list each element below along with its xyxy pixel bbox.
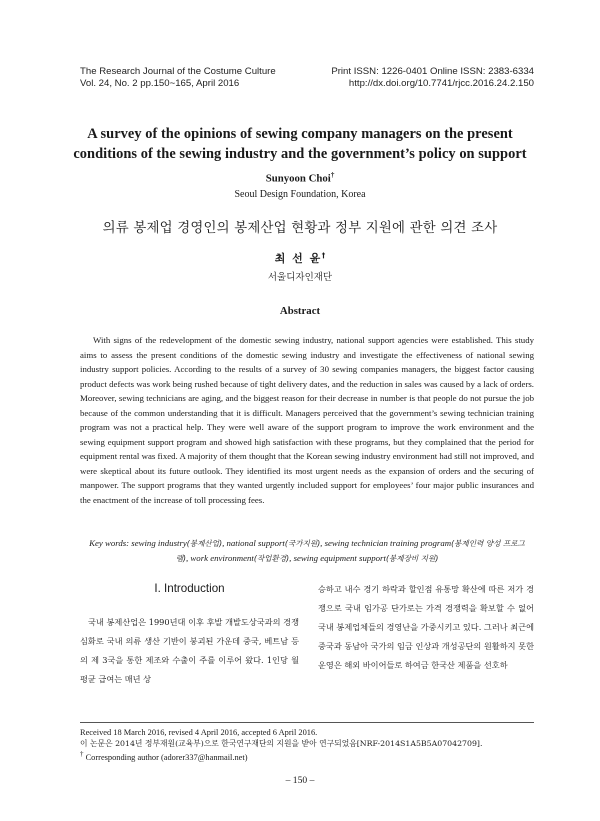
right-column [318,580,534,675]
keywords: Key words: sewing industry(봉제산업), national support(국가지원), sewing technician training program(봉제인력 양성 프로그램), work environment(작업환경), sewing equipment support(봉제장비 지원) [89,538,525,563]
left-column [80,582,299,689]
footnotes [80,727,534,763]
doi-link[interactable]: http://dx.doi.org/10.7741/rjcc.2016.24.2.150 [348,77,534,89]
keyword-en: sewing equipment support [293,553,386,563]
keyword-en: national support [226,538,285,548]
abstract-heading: Abstract [279,305,321,317]
keyword-ko: (봉제인력 양성 프로그램) [175,539,525,563]
korean-author-name: 최 선 윤 [274,252,322,265]
section-heading: I. Introduction [154,582,225,595]
keyword-ko: (작업환경) [253,554,290,563]
corresponding-note [80,749,534,763]
keywords-label: Key words: [89,538,130,548]
funding-note: 이 논문은 2014년 정부재원(교육부)으로 한국연구재단의 지원을 받아 연구되었음[NRF-2014S1A5B5A07042709]. [80,739,483,749]
keyword-ko: (봉제장비 지원) [385,554,439,563]
korean-author-mark: † [321,251,326,260]
author-affiliation: Seoul Design Foundation, Korea [234,189,366,200]
keyword-ko: (국가지원) [284,539,321,548]
keyword-en: sewing industry [131,538,187,548]
author-name: Sunyoon Choi [265,172,331,185]
korean-title: 의류 봉제업 경영인의 봉제산업 현황과 정부 지원에 관한 의견 조사 [102,221,498,236]
keyword-en: work environment [190,553,254,563]
title-line-2: conditions of the sewing industry and the government’s policy on support [73,146,527,162]
received-dates: Received 18 March 2016, revised 4 April 2016, accepted 6 April 2016. [80,728,318,737]
abstract-text: With signs of the redevelopment of the domestic sewing industry, national support agencies were established. This study aims to assess the present conditions of the domestic sewing industry and investigate the effectiveness of national sewing industry support policies. According to the results of a survey of 30 sewing companies managers, the biggest factor causing product defects was work being rushed because of tight delivery dates, and the reduction in sales was caused by a lack of orders. Moreover, sewing technicians are aging, and the biggest reason for their decrease in number is that people do not pursue the job because of the common understanding that it is difficult. Managers perceived that the government’s sewing technician training program was not a practical help. They were well aware of the support program to improve the work environment and the sewing equipment support program and showed high satisfaction with these programs, but they complained that the period for equipment rental was fixed. A majority of them thought that the Korean sewing industry environment had still not improved, and were skeptical about its future outlook. They identified its most urgent needs as the expansion of orders and the securing of manpower. The support programs that they wanted urgently included support for employees’ four major public insurances and the enactment of the increase of toll processing fees. [80,335,534,505]
running-header [80,66,534,89]
page-number: – 150 – [285,775,315,786]
issn: Print ISSN: 1226-0401 Online ISSN: 2383-6334 [331,66,534,77]
keyword-en: sewing technician training program [324,538,452,548]
korean-affiliation: 서울디자인재단 [267,272,333,283]
author-mark: † [330,171,335,179]
introduction-text-left: 국내 봉제산업은 1990년대 이후 후발 개발도상국과의 경쟁심화로 국내 의류 생산 기반이 붕괴된 가운데 중국, 베트남 등의 제 3국을 통한 제조와 수출이 주를 이루어 왔다. 1인당 월평균 급여는 매년 상 [80,617,299,684]
volume-info: Vol. 24, No. 2 pp.150~165, April 2016 [80,77,240,89]
paper-title [60,124,540,164]
title-line-1: A survey of the opinions of sewing company managers on the present [87,126,513,142]
introduction-text-right: 승하고 내수 경기 하락과 할인점 유통망 확산에 따른 저가 경쟁으로 국내 임가공 단가로는 가격 경쟁력을 확보할 수 없어 국내 봉제업체들의 경영난을 가중시키고 있다. 그러나 최근에 중국과 동남아 국가의 임금 인상과 개성공단의 원활하지 못한 운영은 해외 바이어들로 하여금 한국산 제품을 선호하 [318,584,534,670]
corresponding-mark: † [80,750,84,759]
keyword-ko: (봉제산업) [186,539,223,548]
corresponding-author[interactable]: Corresponding author (adorer337@hanmail.net) [83,753,248,763]
journal-name: The Research Journal of the Costume Culture [80,66,276,77]
footnote-divider [80,722,534,723]
author-line [0,171,600,185]
korean-author-line [0,250,600,266]
